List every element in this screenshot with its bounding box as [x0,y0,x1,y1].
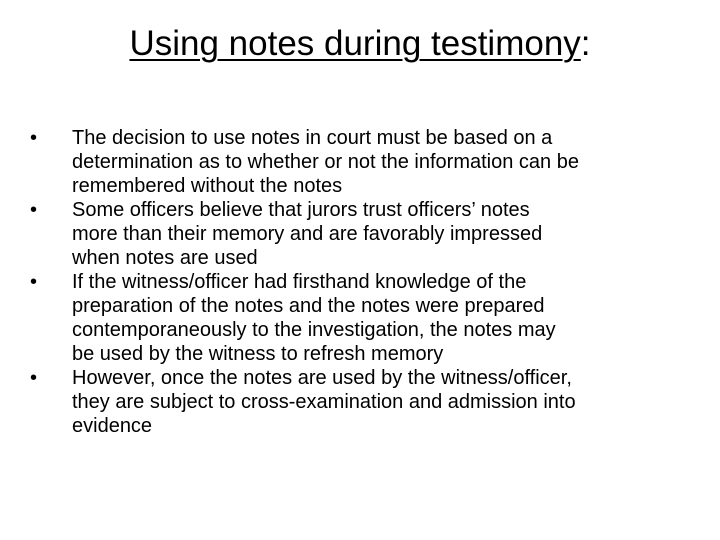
bullet-1-line-1: The decision to use notes in court must be based on a [72,127,553,149]
bullet-dot-icon: • [30,127,38,149]
bullet-dot-icon: • [30,367,38,389]
slide-title [0,22,720,66]
slide-title-colon: : [580,24,591,63]
bullet-3-line-4: be used by the witness to refresh memory [72,343,444,365]
bullet-list [30,126,706,438]
bullet-3-line-2: preparation of the notes and the notes were prepared [72,295,545,317]
bullet-item-1 [30,126,706,198]
slide-title-text: Using notes during testimony [129,24,581,63]
bullet-item-3 [30,270,706,366]
bullet-4-line-1: However, once the notes are used by the witness/officer, [72,367,572,389]
bullet-3-line-3: contemporaneously to the investigation, the notes may [72,319,556,341]
bullet-dot-icon: • [30,271,38,293]
bullet-1-line-3: remembered without the notes [72,175,343,197]
bullet-4-line-2: they are subject to cross-examination and admission into [72,391,576,413]
bullet-dot-icon: • [30,199,38,221]
bullet-1-line-2: determination as to whether or not the information can be [72,151,579,173]
bullet-3-line-1: If the witness/officer had firsthand knowledge of the [72,271,527,293]
bullet-item-4 [30,366,706,438]
bullet-2-line-1: Some officers believe that jurors trust officers’ notes [72,199,530,221]
bullet-2-line-2: more than their memory and are favorably impressed [72,223,543,245]
bullet-item-2 [30,198,706,270]
bullet-4-line-3: evidence [72,415,153,437]
bullet-2-line-3: when notes are used [72,247,258,269]
